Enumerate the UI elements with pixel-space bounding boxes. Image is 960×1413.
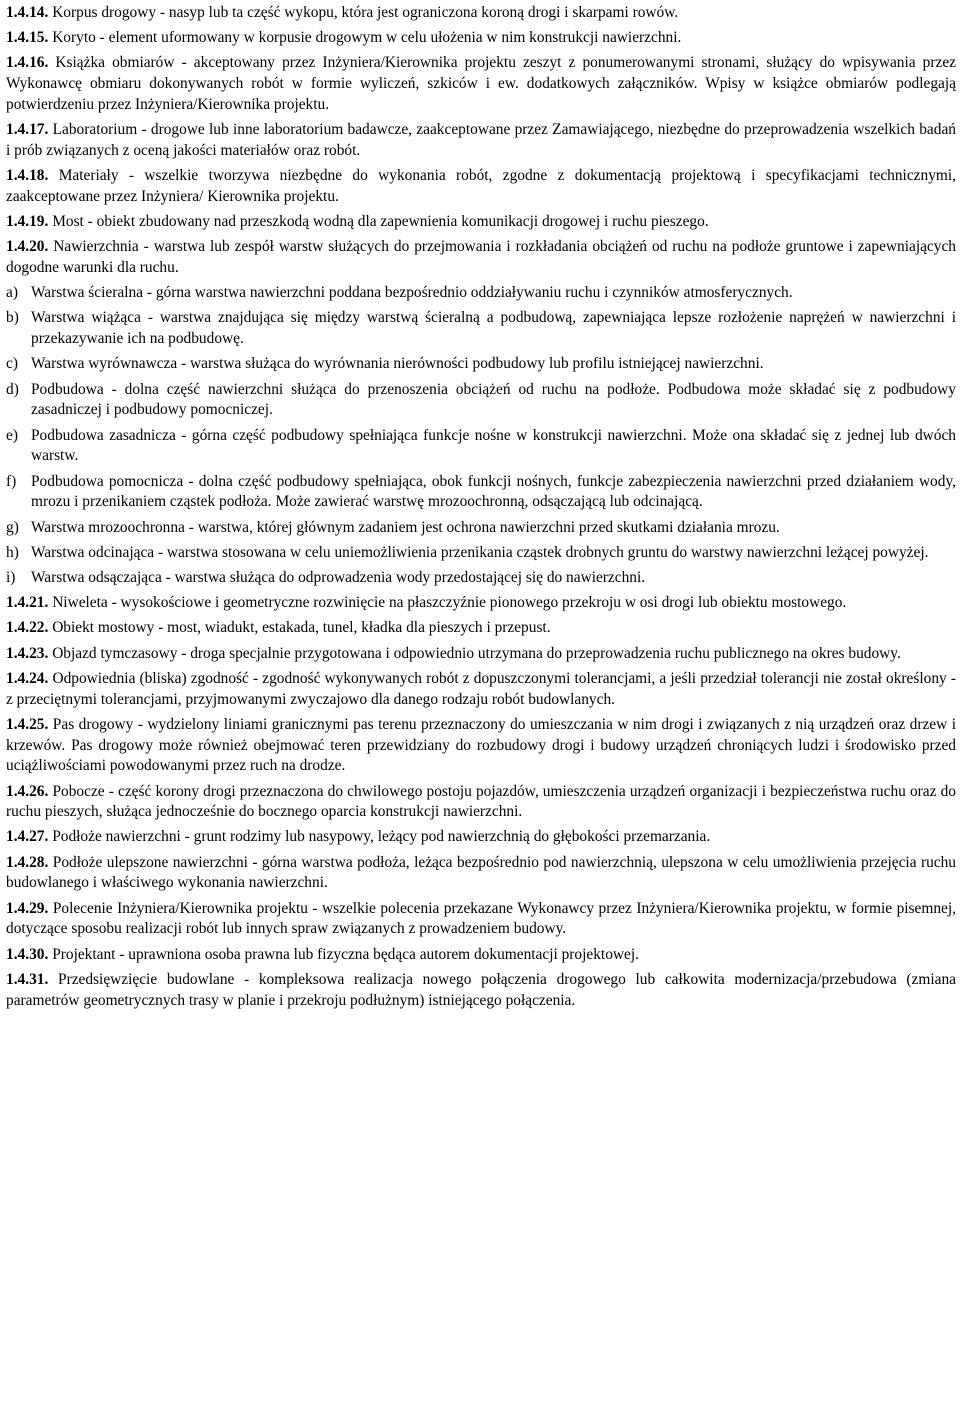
- list-item-label: b): [6, 309, 19, 327]
- list-item: [6, 283, 956, 304]
- list-item: [6, 308, 956, 350]
- definition-text: Korpus drogowy - nasyp lub ta część wykopu, która jest ograniczona koroną drogi i skarpami rowów.: [52, 4, 679, 21]
- definition-text: Materiały - wszelkie tworzywa niezbędne do wykonania robót, zgodne z dokumentacją projektową i specyfikacjami technicznymi, zaakceptowane przez Inżyniera/ Kierownika projektu.: [6, 167, 956, 205]
- list-item-label: c): [6, 355, 18, 373]
- definition-number: 1.4.29.: [6, 899, 49, 917]
- definition-1-4-23: [6, 644, 956, 665]
- list-item-text: Warstwa wiążąca - warstwa znajdująca się między warstwą ścieralną a podbudową, zapewniająca lepsze rozłożenie naprężeń w nawierzchni i przekazywanie ich na podbudowę.: [31, 309, 956, 348]
- list-item-text: Warstwa odsączająca - warstwa służąca do odprowadzenia wody przedostającej się do nawierzchni.: [31, 568, 646, 586]
- definition-number: 1.4.25.: [6, 715, 49, 733]
- list-item-text: Warstwa wyrównawcza - warstwa służąca do wyrównania nierówności podbudowy lub profilu istniejącej nawierzchni.: [31, 355, 764, 373]
- definition-text: Podłoże ulepszone nawierzchni - górna warstwa podłoża, leżąca bezpośrednio pod nawierzchnią, ulepszona w celu umożliwienia przejęcia ruchu budowlanego i właściwego wykonania nawierzchni.: [6, 853, 956, 892]
- list-item-label: e): [6, 426, 18, 444]
- definition-1-4-30: [6, 945, 956, 966]
- list-item-text: Warstwa mrozoochronna - warstwa, której głównym zadaniem jest ochrona nawierzchni przed skutkami działania mrozu.: [31, 518, 780, 536]
- definition-number: 1.4.27.: [6, 828, 49, 846]
- list-item-label: d): [6, 380, 19, 398]
- definition-number: 1.4.19.: [6, 213, 49, 231]
- document-page: [6, 3, 956, 1016]
- list-item-text: Warstwa ścieralna - górna warstwa nawierzchni poddana bezpośrednio oddziaływaniu ruchu i czynników atmosferycznych.: [31, 284, 793, 302]
- definition-text: Odpowiednia (bliska) zgodność - zgodność wykonywanych robót z dopuszczonymi tolerancjami, a jeśli przedział tolerancji nie został określony - z przeciętnymi tolerancjami, przyjmowanymi zwyczajowo dla danego rodzaju robót budowlanych.: [6, 669, 956, 708]
- definition-text: Polecenie Inżyniera/Kierownika projektu - wszelkie polecenia przekazane Wykonawcy przez Inżyniera/Kierownika projektu, w formie pisemnej, dotyczące sposobu realizacji robót lub innych spraw związanych z prowadzeniem budowy.: [6, 899, 956, 938]
- list-item-label: h): [6, 543, 19, 561]
- definition-text: Nawierzchnia - warstwa lub zespół warstw służących do przejmowania i rozkładania obciążeń od ruchu na podłoże gruntowe i zapewniających dogodne warunki dla ruchu.: [6, 238, 956, 277]
- definition-1-4-18: [6, 166, 956, 208]
- definition-text: Most - obiekt zbudowany nad przeszkodą wodną dla zapewnienia komunikacji drogowej i ruchu pieszego.: [52, 213, 709, 231]
- list-item: [6, 426, 956, 468]
- definition-1-4-17: [6, 120, 956, 162]
- definition-number: 1.4.15.: [6, 29, 49, 47]
- list-item-label: f): [6, 472, 17, 490]
- definition-text: Pobocze - część korony drogi przeznaczona do chwilowego postoju pojazdów, umieszczenia urządzeń organizacji i bezpieczeństwa ruchu oraz do ruchu pieszych, służąca jednocześnie do bocznego oparcia konstrukcji nawierzchni.: [6, 782, 956, 821]
- definition-1-4-25: [6, 715, 956, 777]
- definition-1-4-28: [6, 853, 956, 895]
- definition-text: Objazd tymczasowy - droga specjalnie przygotowana i odpowiednio utrzymana do przeprowadzenia ruchu publicznego na okres budowy.: [52, 644, 901, 662]
- definition-text: Laboratorium - drogowe lub inne laboratorium badawcze, zaakceptowane przez Zamawiającego, niezbędne do przeprowadzenia wszelkich badań i prób związanych z oceną jakości materiałów oraz robót.: [6, 121, 956, 159]
- list-item: [6, 518, 956, 539]
- definition-text: Projektant - uprawniona osoba prawna lub fizyczna będąca autorem dokumentacji projektowej.: [52, 945, 639, 963]
- definition-number: 1.4.21.: [6, 594, 49, 612]
- definition-number: 1.4.18.: [6, 167, 49, 185]
- definition-number: 1.4.14.: [6, 4, 49, 21]
- list-item: [6, 380, 956, 422]
- definition-1-4-16: [6, 53, 956, 115]
- list-item-label: g): [6, 518, 19, 536]
- definition-number: 1.4.28.: [6, 853, 49, 871]
- definition-1-4-22: [6, 618, 956, 639]
- definition-text: Książka obmiarów - akceptowany przez Inżyniera/Kierownika projektu zeszyt z ponumerowanymi stronami, służący do wpisywania przez Wykonawcę obmiaru dokonywanych robót w formie wyliczeń, szkiców i ew. dodatkowych załączników. Wpisy w książce obmiarów podlegają potwierdzeniu przez Inżyniera/Kierownika projektu.: [6, 54, 956, 113]
- pavement-layers-list: [6, 283, 956, 588]
- definition-text: Obiekt mostowy - most, wiadukt, estakada, tunel, kładka dla pieszych i przepust.: [52, 619, 551, 637]
- list-item-text: Warstwa odcinająca - warstwa stosowana w celu uniemożliwienia przenikania cząstek drobnych gruntu do warstwy nawierzchni leżącej powyżej.: [31, 543, 929, 561]
- definition-text: Koryto - element uformowany w korpusie drogowym w celu ułożenia w nim konstrukcji nawierzchni.: [52, 29, 682, 47]
- definition-1-4-27: [6, 827, 956, 848]
- definition-1-4-15: [6, 28, 956, 49]
- list-item-text: Podbudowa pomocnicza - dolna część podbudowy spełniająca, obok funkcji nośnych, funkcje zabezpieczenia nawierzchni przed działaniem wody, mrozu i przenikaniem cząstek podłoża. Może zawierać warstwę mrozoochronną, odsączającą lub odcinającą.: [31, 472, 956, 511]
- definition-1-4-26: [6, 782, 956, 824]
- list-item: [6, 543, 956, 564]
- list-item-text: Podbudowa - dolna część nawierzchni służąca do przenoszenia obciążeń od ruchu na podłoże. Podbudowa może składać się z podbudowy zasadniczej i podbudowy pomocniczej.: [31, 380, 956, 419]
- definition-1-4-29: [6, 899, 956, 941]
- definition-number: 1.4.23.: [6, 644, 49, 662]
- list-item-label: i): [6, 568, 16, 586]
- definition-number: 1.4.16.: [6, 54, 49, 72]
- definition-number: 1.4.31.: [6, 970, 49, 988]
- definition-number: 1.4.17.: [6, 121, 49, 139]
- definition-text: Pas drogowy - wydzielony liniami granicznymi pas terenu przeznaczony do umieszczania w nim drogi i związanych z nią urządzeń oraz drzew i krzewów. Pas drogowy może również obejmować teren przewidziany do rozbudowy drogi i budowy urządzeń chroniących ludzi i środowisko przed uciążliwościami powodowanymi przez ruch na drodze.: [6, 715, 956, 775]
- definition-1-4-14: [6, 3, 956, 24]
- definitions-bottom: [6, 593, 956, 1011]
- definition-number: 1.4.26.: [6, 782, 49, 800]
- definition-text: Podłoże nawierzchni - grunt rodzimy lub nasypowy, leżący pod nawierzchnią do głębokości przemarzania.: [52, 828, 711, 846]
- definition-text: Przedsięwzięcie budowlane - kompleksowa realizacja nowego połączenia drogowego lub całkowita modernizacja/przebudowa (zmiana parametrów geometrycznych trasy w planie i przekroju podłużnym) istniejącego połączenia.: [6, 970, 956, 1009]
- definition-number: 1.4.24.: [6, 669, 49, 687]
- definition-1-4-21: [6, 593, 956, 614]
- definition-text: Niweleta - wysokościowe i geometryczne rozwinięcie na płaszczyźnie pionowego przekroju w osi drogi lub obiektu mostowego.: [52, 594, 847, 612]
- definition-number: 1.4.22.: [6, 619, 49, 637]
- list-item-text: Podbudowa zasadnicza - górna część podbudowy spełniająca funkcje nośne w konstrukcji nawierzchni. Może ona składać się z jednej lub dwóch warstw.: [31, 426, 956, 465]
- list-item: [6, 354, 956, 375]
- list-item-label: a): [6, 284, 18, 302]
- list-item: [6, 472, 956, 514]
- definition-number: 1.4.30.: [6, 945, 49, 963]
- definition-1-4-31: [6, 970, 956, 1012]
- definition-1-4-19: [6, 212, 956, 233]
- list-item: [6, 568, 956, 589]
- definitions-top: [6, 3, 956, 279]
- definition-1-4-20: [6, 237, 956, 279]
- definition-number: 1.4.20.: [6, 238, 49, 256]
- definition-1-4-24: [6, 669, 956, 711]
